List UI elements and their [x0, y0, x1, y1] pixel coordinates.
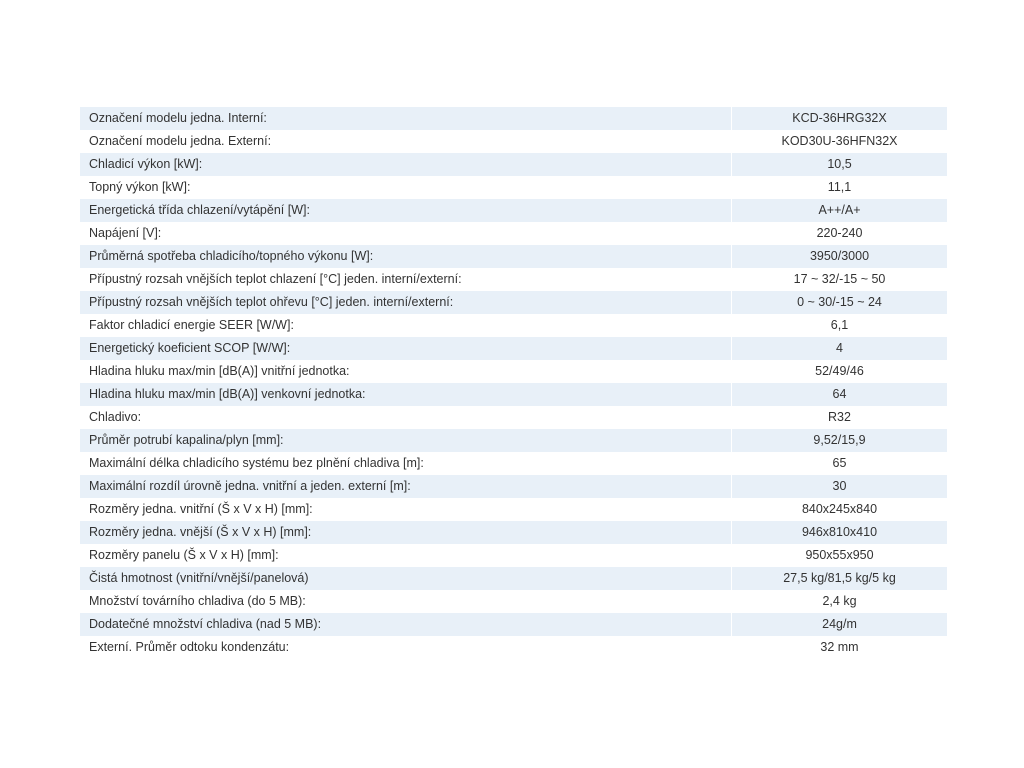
- spec-value: 30: [832, 479, 847, 493]
- spec-value: 17 ~ 32/-15 ~ 50: [793, 272, 886, 286]
- spec-label: Průměrná spotřeba chladicího/topného výkonu [W]:: [80, 245, 732, 268]
- table-row: [80, 222, 947, 245]
- table-row: [80, 613, 947, 636]
- spec-label: Energetická třída chlazení/vytápění [W]:: [80, 199, 732, 222]
- spec-value: 32 mm: [820, 640, 859, 654]
- spec-value: 64: [832, 387, 847, 401]
- spec-value: 9,52/15,9: [813, 433, 866, 447]
- spec-value: 65: [832, 456, 847, 470]
- spec-value: 24g/m: [822, 617, 857, 631]
- spec-value: KCD-36HRG32X: [792, 111, 887, 125]
- spec-label: Označení modelu jedna. Interní:: [80, 107, 732, 130]
- spec-value: R32: [828, 410, 851, 424]
- spec-label: Označení modelu jedna. Externí:: [80, 130, 732, 153]
- spec-value: 3950/3000: [809, 249, 870, 263]
- spec-value: 946x810x410: [801, 525, 878, 539]
- spec-label: Rozměry jedna. vnější (Š x V x H) [mm]:: [80, 521, 732, 544]
- spec-value: KOD30U-36HFN32X: [781, 134, 898, 148]
- table-row: [80, 544, 947, 567]
- spec-label: Napájení [V]:: [80, 222, 732, 245]
- spec-label: Přípustný rozsah vnějších teplot chlazení [°C] jeden. interní/externí:: [80, 268, 732, 291]
- table-row: [80, 406, 947, 429]
- table-row: [80, 360, 947, 383]
- spec-value: 52/49/46: [815, 364, 864, 378]
- table-row: [80, 475, 947, 498]
- spec-value: 11,1: [827, 180, 852, 194]
- specification-table-body: [80, 107, 947, 659]
- spec-label: Dodatečné množství chladiva (nad 5 MB):: [80, 613, 732, 636]
- spec-value: 2,4 kg: [822, 594, 857, 608]
- spec-label: Průměr potrubí kapalina/plyn [mm]:: [80, 429, 732, 452]
- table-row: [80, 452, 947, 475]
- table-row: [80, 314, 947, 337]
- spec-value: 6,1: [830, 318, 849, 332]
- spec-label: Chladivo:: [80, 406, 732, 429]
- spec-label: Maximální délka chladicího systému bez plnění chladiva [m]:: [80, 452, 732, 475]
- spec-value: 4: [836, 341, 843, 355]
- table-row: [80, 337, 947, 360]
- spec-label: Energetický koeficient SCOP [W/W]:: [80, 337, 732, 360]
- spec-label: Topný výkon [kW]:: [80, 176, 732, 199]
- spec-value: 220-240: [816, 226, 863, 240]
- spec-value: 27,5 kg/81,5 kg/5 kg: [783, 571, 896, 585]
- spec-label: Externí. Průměr odtoku kondenzátu:: [80, 636, 732, 659]
- table-row: [80, 521, 947, 544]
- spec-label: Množství továrního chladiva (do 5 MB):: [80, 590, 732, 613]
- table-row: [80, 130, 947, 153]
- specification-table: [80, 107, 947, 659]
- table-row: [80, 291, 947, 314]
- spec-value: A++/A+: [818, 203, 861, 217]
- table-row: [80, 383, 947, 406]
- table-row: [80, 590, 947, 613]
- table-row: [80, 429, 947, 452]
- spec-value: 950x55x950: [805, 548, 874, 562]
- table-row: [80, 636, 947, 659]
- table-row: [80, 268, 947, 291]
- table-row: [80, 153, 947, 176]
- spec-value: 0 ~ 30/-15 ~ 24: [797, 295, 882, 309]
- spec-value: 10,5: [827, 157, 852, 171]
- spec-label: Maximální rozdíl úrovně jedna. vnitřní a jeden. externí [m]:: [80, 475, 732, 498]
- spec-label: Přípustný rozsah vnějších teplot ohřevu [°C] jeden. interní/externí:: [80, 291, 732, 314]
- spec-value: 840x245x840: [801, 502, 878, 516]
- spec-label: Hladina hluku max/min [dB(A)] vnitřní jednotka:: [80, 360, 732, 383]
- table-row: [80, 199, 947, 222]
- table-row: [80, 245, 947, 268]
- spec-label: Chladicí výkon [kW]:: [80, 153, 732, 176]
- spec-label: Čistá hmotnost (vnitřní/vnější/panelová): [80, 567, 732, 590]
- table-row: [80, 567, 947, 590]
- spec-label: Rozměry jedna. vnitřní (Š x V x H) [mm]:: [80, 498, 732, 521]
- table-row: [80, 498, 947, 521]
- spec-label: Faktor chladicí energie SEER [W/W]:: [80, 314, 732, 337]
- spec-label: Rozměry panelu (Š x V x H) [mm]:: [80, 544, 732, 567]
- spec-label: Hladina hluku max/min [dB(A)] venkovní jednotka:: [80, 383, 732, 406]
- table-row: [80, 107, 947, 130]
- table-row: [80, 176, 947, 199]
